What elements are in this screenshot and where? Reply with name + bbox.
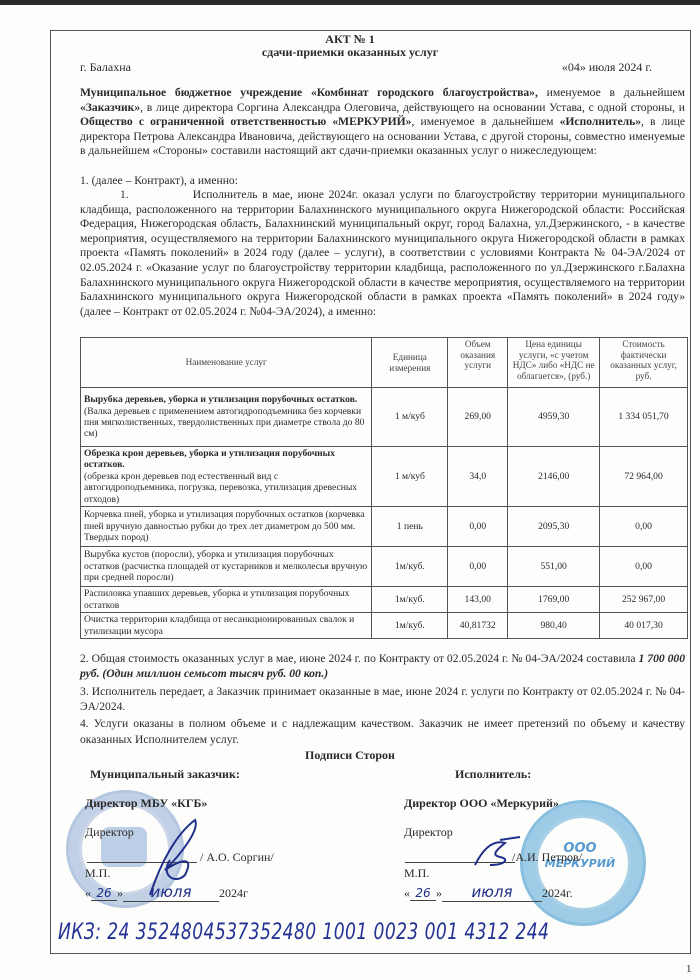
service-cost: 252 967,00	[600, 587, 688, 613]
contractor-signature-icon	[470, 835, 530, 870]
service-volume: 0,00	[448, 507, 508, 547]
col-header-volume: Объем оказания услуги	[448, 338, 508, 388]
page-number: 1	[686, 963, 692, 975]
service-cost: 0,00	[600, 507, 688, 547]
contractor-seal-label: М.П.	[404, 866, 430, 880]
table-header-row	[81, 338, 688, 388]
service-price: 551,00	[508, 547, 600, 587]
contractor-sign-date: « 26 » июля 2024г.	[404, 883, 573, 901]
customer-org: Муниципальное бюджетное учреждение «Комбинат городского благоустройства»,	[80, 86, 538, 99]
customer-sign-date: « 26 » июля 2024г	[85, 883, 248, 901]
customer-seal-label: М.П.	[85, 866, 111, 880]
contractor-org: Общество с ограниченной ответственностью «МЕРКУРИЙ»	[80, 115, 412, 129]
col-header-price: Цена единицы услуги, «с учетом НДС» либо «НДС не облагается», (руб.)	[508, 338, 600, 388]
document-date: «04» июля 2024 г.	[561, 60, 652, 74]
contractor-sign-month: июля	[442, 883, 542, 902]
item3-paragraph: 3. Исполнитель передает, а Заказчик принимает оказанные в мае, июне 2024 г. услуги по Контракту от 02.05.2024 г. № 04-ЭА/2024.	[80, 685, 685, 713]
contractor-role: Директор ООО «Меркурий»	[404, 796, 559, 810]
contractor-sign-day: 26	[410, 886, 436, 901]
top-edge-bar	[0, 0, 700, 5]
service-unit: 1 м/куб	[372, 388, 448, 447]
service-price: 980,40	[508, 613, 600, 639]
customer-sign-month: июля	[123, 883, 219, 902]
service-name: Вырубка деревьев, уборка и утилизация порубочных остатков. (Валка деревьев с применением автогидроподъемника без корчевки пня мягколиственных, твердолиственных при диаметре ствола до 80 см)	[81, 388, 372, 447]
service-volume: 34,0	[448, 447, 508, 507]
service-cost: 40 017,30	[600, 613, 688, 639]
service-price: 1769,00	[508, 587, 600, 613]
service-cost: 0,00	[600, 547, 688, 587]
contractor-alias: «Исполнитель»	[559, 115, 642, 129]
document-subtitle: сдачи-приемки оказанных услуг	[261, 45, 439, 59]
table-row	[81, 613, 688, 639]
service-unit: 1м/куб.	[372, 587, 448, 613]
service-price: 2095,30	[508, 507, 600, 547]
service-volume: 0,00	[448, 547, 508, 587]
customer-signer-name: / А.О. Соргин/	[200, 850, 274, 864]
signatures-title: Подписи Сторон	[305, 748, 395, 762]
total-amount: 1 700 000 руб. (Один миллион семьсот тысяч руб. 00 коп.)	[80, 652, 686, 680]
service-price: 2146,00	[508, 447, 600, 507]
col-header-cost: Стоимость фактически оказанных услуг, руб.	[600, 338, 688, 388]
item1-text: Исполнитель в мае, июне 2024г. оказал услуги по благоустройству территории муниципального кладбища, расположенного на территории Балахнинского муниципального округа Нижегородской области: Российская Федерация, Нижегородская область, Балахнинский муниципальный округ, город Балахна, ул.Дзержинского, - в качестве мероприятия, осуществляемого на территории Балахнинского муниципального округа Нижегородской области в рамках проекта «Память поколений» в 2024 году (далее – услуги), в соответствии с условиями Контракта № 04-ЭА/2024 от 02.05.2024 г. «Оказание услуг по благоустройству территории кладбища, расположенного по ул.Дзержинского г.Балахна Балахнинского муниципального округа Нижегородской области в качестве мероприятия, осуществляемого на территории Балахнинского муниципального округа Нижегородской области в рамках проекта «Память поколений» в 2024 году» (далее – Контракт от 02.05.2024 г. №04-ЭА/2024), а именно:	[80, 188, 685, 318]
service-cost: 72 964,00	[600, 447, 688, 507]
contractor-heading: Исполнитель:	[455, 767, 532, 781]
item1-paragraph	[80, 188, 685, 319]
table-row	[81, 587, 688, 613]
document-title: АКТ № 1	[325, 32, 375, 46]
table-row	[81, 388, 688, 447]
service-unit: 1м/куб.	[372, 547, 448, 587]
service-volume: 40,81732	[448, 613, 508, 639]
item1-lead: 1. (далее – Контракт), а именно:	[80, 174, 238, 187]
service-name: Обрезка крон деревьев, уборка и утилизация порубочных остатков. (обрезка крон деревьев под естественный вид с автогидроподъемника, погрузка, перевозка, утилизация древесных отходов)	[81, 447, 372, 507]
item1-number: 1.	[120, 188, 129, 201]
intro-paragraph: Муниципальное бюджетное учреждение «Комбинат городского благоустройства», именуемое в дальнейшем «Заказчик», в лице директора Соргина Александра Олеговича, действующего на основании Устава, с одной стороны, и Общество с ограниченной ответственностью «МЕРКУРИЙ», именуемое в дальнейшем «Исполнитель», в лице директора Петрова Александра Ивановича, действующего на основании Устава, с другой стороны, совместно именуемые в дальнейшем «Стороны» составили настоящий акт сдачи-приемки оказанных услуг о нижеследующем:	[80, 86, 685, 158]
item2-paragraph: 2. Общая стоимость оказанных услуг в мае, июне 2024 г. по Контракту от 02.05.2024 г. № 04-ЭА/2024 составила 1 700 000 руб. (Один миллион семьсот тысяч руб. 00 коп.)	[80, 652, 686, 680]
customer-role: Директор МБУ «КГБ»	[85, 796, 208, 810]
table-row	[81, 507, 688, 547]
item4-paragraph: 4. Услуги оказаны в полном объеме и с надлежащим качеством. Заказчик не имеет претензий по объему и качеству оказанных Исполнителем услуг.	[80, 717, 685, 746]
customer-position: Директор	[85, 825, 134, 839]
services-table	[80, 337, 688, 639]
service-unit: 1м/куб.	[372, 613, 448, 639]
service-unit: 1 м/куб	[372, 447, 448, 507]
table-row	[81, 447, 688, 507]
service-unit: 1 пень	[372, 507, 448, 547]
contractor-stamp: ООО МЕРКУРИЙ	[520, 800, 646, 926]
service-volume: 143,00	[448, 587, 508, 613]
service-name: Корчевка пней, уборка и утилизация порубочных остатков (корчевка пней вручную давностью рубки до трех лет диаметром до 500 мм. Твердых пород)	[81, 507, 372, 547]
customer-alias: «Заказчик»	[80, 100, 141, 114]
service-price: 4959,30	[508, 388, 600, 447]
customer-sign-day: 26	[91, 886, 117, 901]
service-name: Вырубка кустов (поросли), уборка и утилизация порубочных остатков (расчистка площадей от кустарников и мелколесья вручную при средней поросли)	[81, 547, 372, 587]
service-name: Очистка территории кладбища от несанкционированных свалок и утилизации мусора	[81, 613, 372, 639]
city: г. Балахна	[80, 60, 131, 74]
col-header-unit: Единица измерения	[372, 338, 448, 388]
col-header-name: Наименование услуг	[81, 338, 372, 388]
customer-heading: Муниципальный заказчик:	[90, 767, 240, 781]
service-cost: 1 334 051,70	[600, 388, 688, 447]
table-row	[81, 547, 688, 587]
service-volume: 269,00	[448, 388, 508, 447]
ikz-handwritten-code: ИКЗ: 24 3524804537352480 1001 0023 001 4312 244	[58, 920, 550, 945]
contractor-position: Директор	[404, 825, 453, 839]
contractor-signer-name: /А.И. Петров/	[512, 850, 583, 864]
service-name: Распиловка упавших деревьев, уборка и утилизация порубочных остатков	[81, 587, 372, 613]
